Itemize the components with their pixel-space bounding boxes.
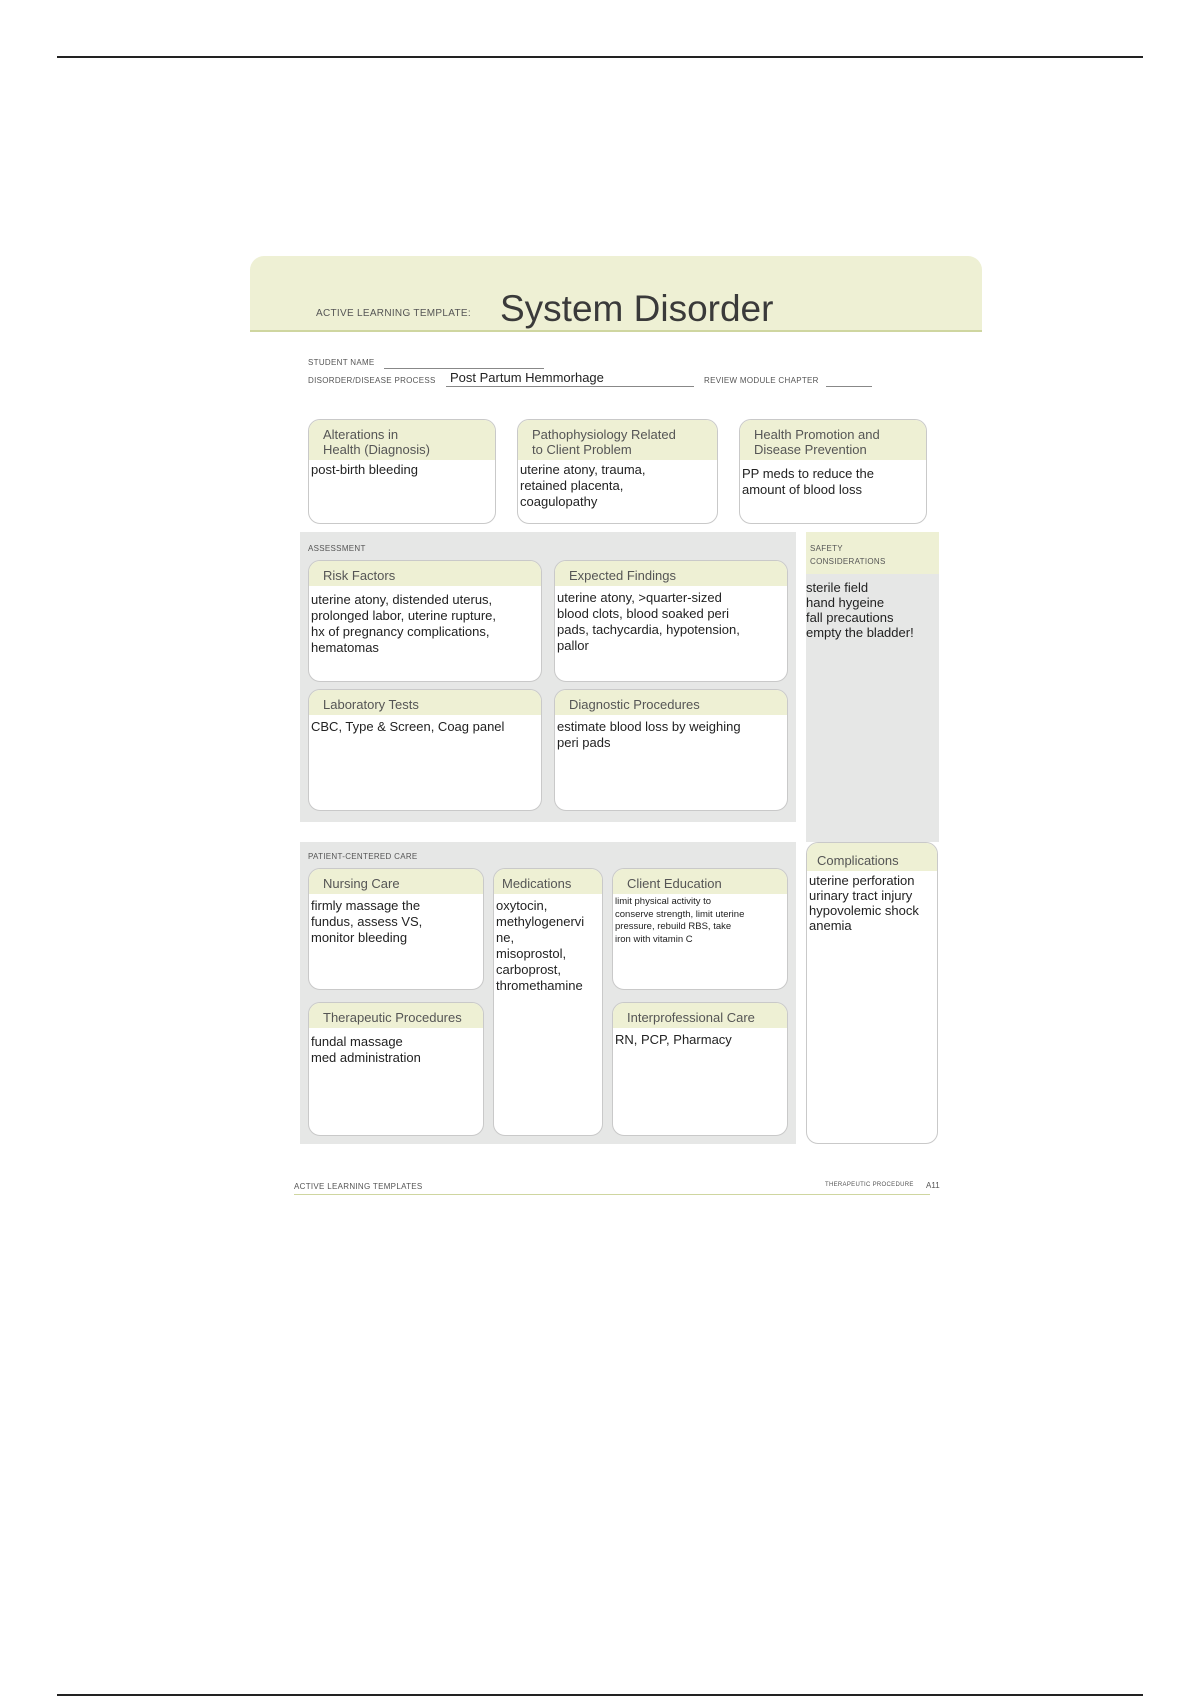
disorder-label: DISORDER/DISEASE PROCESS: [308, 376, 436, 385]
nursing-care-card: [308, 868, 484, 990]
review-chapter-line[interactable]: [826, 386, 872, 387]
nursing-care-body[interactable]: firmly massage the fundus, assess VS, monitor bleeding: [311, 898, 423, 945]
therapeutic-procedures-body[interactable]: fundal massage med administration: [311, 1034, 421, 1065]
assessment-panel: [300, 532, 796, 822]
risk-factors-title: Risk Factors: [309, 561, 541, 586]
risk-factors-body[interactable]: uterine atony, distended uterus, prolonged labor, uterine rupture, hx of pregnancy complications, hematomas: [311, 592, 497, 655]
complications-card: [806, 842, 938, 1144]
complications-title: Complications: [807, 843, 937, 871]
alterations-body[interactable]: post-birth bleeding: [311, 462, 418, 477]
expected-findings-card: [554, 560, 788, 682]
student-name-line[interactable]: [384, 368, 544, 369]
health-promotion-body[interactable]: PP meds to reduce the amount of blood loss: [742, 466, 875, 497]
risk-factors-card: [308, 560, 542, 682]
patient-care-panel: [300, 842, 796, 1144]
safety-panel: [806, 532, 939, 842]
interprofessional-care-card: [612, 1002, 788, 1136]
expected-findings-body[interactable]: uterine atony, >quarter-sized blood clots, blood soaked peri pads, tachycardia, hypotension, pallor: [557, 590, 740, 653]
disorder-line: [446, 386, 694, 387]
footer-page-number: A11: [926, 1181, 940, 1190]
assessment-label: ASSESSMENT: [308, 544, 366, 553]
nursing-care-title: Nursing Care: [309, 869, 483, 894]
therapeutic-procedures-card: [308, 1002, 484, 1136]
safety-body[interactable]: sterile field hand hygeine fall precautions empty the bladder!: [806, 580, 914, 640]
page-title: System Disorder: [500, 288, 774, 329]
title-banner: [250, 256, 982, 332]
complications-body[interactable]: uterine perforation urinary tract injury hypovolemic shock anemia: [809, 873, 919, 933]
diagnostic-procedures-title: Diagnostic Procedures: [555, 690, 787, 715]
interprofessional-care-body[interactable]: RN, PCP, Pharmacy: [615, 1032, 732, 1047]
footer-right: THERAPEUTIC PROCEDURE: [825, 1182, 914, 1188]
medications-card: [493, 868, 603, 1136]
medications-title: Medications: [494, 869, 602, 894]
client-education-title: Client Education: [613, 869, 787, 894]
review-chapter-label: REVIEW MODULE CHAPTER: [704, 376, 819, 385]
diagnostic-procedures-card: [554, 689, 788, 811]
health-promotion-card: [739, 419, 927, 524]
client-education-card: [612, 868, 788, 990]
pathophysiology-body[interactable]: uterine atony, trauma, retained placenta, coagulopathy: [520, 462, 646, 509]
therapeutic-procedures-title: Therapeutic Procedures: [309, 1003, 483, 1028]
laboratory-tests-body[interactable]: CBC, Type & Screen, Coag panel: [311, 719, 505, 734]
template-label: ACTIVE LEARNING TEMPLATE:: [316, 308, 471, 319]
student-name-label: STUDENT NAME: [308, 358, 375, 367]
laboratory-tests-title: Laboratory Tests: [309, 690, 541, 715]
footer-left: ACTIVE LEARNING TEMPLATES: [294, 1182, 423, 1191]
patient-care-label: PATIENT-CENTERED CARE: [308, 852, 418, 861]
pathophysiology-card: [517, 419, 718, 524]
interprofessional-care-title: Interprofessional Care: [613, 1003, 787, 1028]
expected-findings-title: Expected Findings: [555, 561, 787, 586]
bottom-rule: [57, 1694, 1143, 1696]
pathophysiology-title: Pathophysiology Related to Client Problem: [518, 420, 717, 460]
disorder-value[interactable]: Post Partum Hemmorhage: [450, 370, 604, 385]
safety-label: SAFETY CONSIDERATIONS: [806, 532, 939, 574]
alterations-card: [308, 419, 496, 524]
footer-rule: [294, 1194, 930, 1195]
client-education-body[interactable]: limit physical activity to conserve strength, limit uterine pressure, rebuild RBS, take iron with vitamin C: [615, 896, 745, 945]
health-promotion-title: Health Promotion and Disease Prevention: [740, 420, 926, 460]
diagnostic-procedures-body[interactable]: estimate blood loss by weighing peri pads: [557, 719, 741, 750]
laboratory-tests-card: [308, 689, 542, 811]
top-rule: [57, 56, 1143, 58]
template-sheet: [250, 256, 984, 1201]
alterations-title: Alterations in Health (Diagnosis): [309, 420, 495, 460]
medications-body[interactable]: oxytocin, methylogenervi ne, misoprostol, carboprost, thromethamine: [496, 898, 585, 993]
